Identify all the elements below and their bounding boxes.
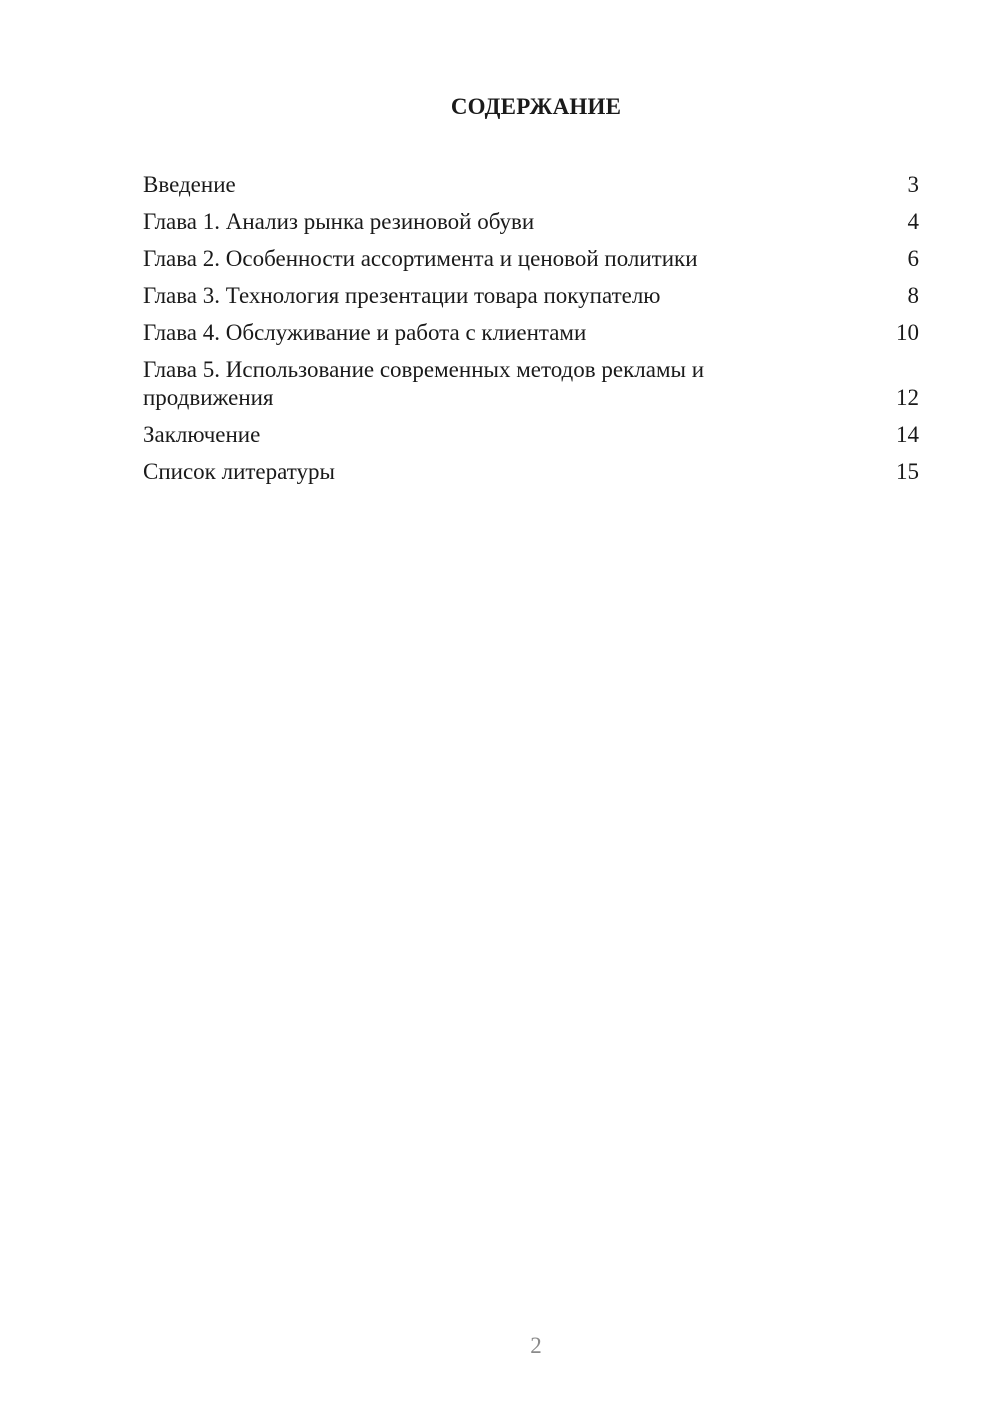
toc-entry-page: 4 (907, 209, 919, 234)
toc-entry-label: Глава 5. Использование современных методов рекламы и продвижения (143, 357, 705, 410)
toc-entry-bibliography (143, 458, 919, 486)
toc-entry-chapter-5 (143, 356, 919, 412)
toc-entry-page: 14 (896, 422, 919, 447)
toc-entry-label: Глава 1. Анализ рынка резиновой обуви (143, 209, 535, 234)
toc-entry-chapter-1 (143, 208, 919, 236)
toc-entry-label: Глава 4. Обслуживание и работа с клиентами (143, 320, 587, 345)
toc-entry-page: 15 (896, 459, 919, 484)
toc-entry-page: 10 (896, 320, 919, 345)
toc-entry-label: Введение (143, 172, 236, 197)
page-title: СОДЕРЖАНИЕ (450, 94, 622, 119)
table-of-contents (143, 171, 919, 495)
toc-entry-page: 3 (907, 172, 919, 197)
toc-entry-page: 8 (907, 283, 919, 308)
toc-entry-chapter-2 (143, 245, 919, 273)
toc-entry-page: 6 (907, 246, 919, 271)
toc-entry-label: Глава 2. Особенности ассортимента и ценовой политики (143, 246, 698, 271)
toc-entry-chapter-3 (143, 282, 919, 310)
toc-entry-label: Список литературы (143, 459, 335, 484)
toc-entry-page: 12 (896, 385, 919, 410)
page-number: 2 (530, 1333, 542, 1358)
toc-entry-conclusion (143, 421, 919, 449)
toc-entry-chapter-4 (143, 319, 919, 347)
toc-entry-label: Глава 3. Технология презентации товара покупателю (143, 283, 661, 308)
toc-entry-label: Заключение (143, 422, 261, 447)
toc-entry-introduction (143, 171, 919, 199)
